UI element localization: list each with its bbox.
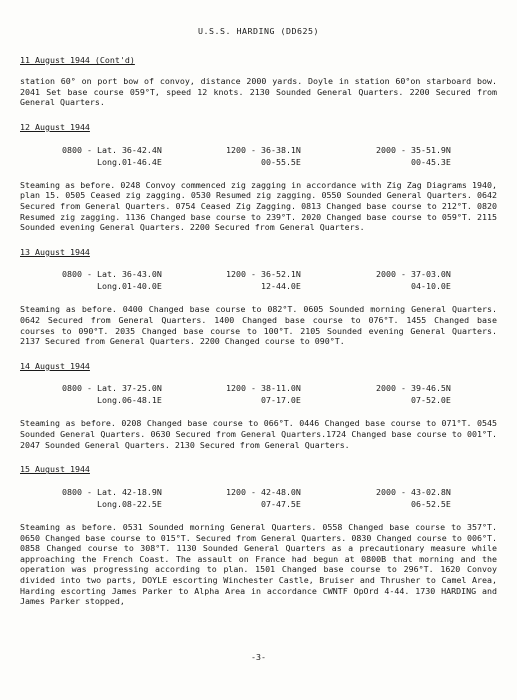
position-table	[20, 382, 497, 406]
position-1200	[226, 144, 376, 168]
entry-text: Steaming as before. 0208 Changed base course to 066°T. 0446 Changed base course to 071°T. 0545 Sounded General Quarters. 0630 Secured from General Quarters.1724 Changed base course to 001°T. 2047 Sounded General Quarters. 2130 Secured from General Quarters.	[20, 418, 497, 450]
entry-date: 11 August 1944 (Cont'd)	[20, 54, 135, 65]
entry-date: 12 August 1944	[20, 122, 90, 133]
position-line: Long.08-22.5E	[62, 498, 162, 509]
position-line: 06-52.5E	[376, 498, 451, 509]
log-entry	[20, 122, 497, 233]
position-2000	[376, 382, 451, 406]
position-table	[20, 486, 497, 510]
entry-text: station 60° on port bow of convoy, distance 2000 yards. Doyle in station 60°on starboard bow. 2041 Set base course 059°T, speed 12 knots. 2130 Sounded General Quarters. 2200 Secured from General Quarters.	[20, 76, 497, 108]
position-line: 07-52.0E	[376, 395, 451, 406]
position-line: Long.06-48.1E	[62, 395, 162, 406]
position-1200	[226, 486, 376, 510]
entry-text: Steaming as before. 0531 Sounded morning General Quarters. 0558 Changed base course to 357°T. 0650 Changed base course to 015°T. Secured from General Quarters. 0830 Changed course to 006°T. 0858 Changed course to 308°T. 1130 Sounded General Quarters as a precautionary measure while approaching the French Coast. The assault on France had begun at 0800B that morning and the operation was progressing according to plan. 1501 Changed base course to 296°T. 1620 Convoy divided into two parts, DOYLE escorting Winchester Castle, Bruiser and Thrusher to Camel Area, Harding escorting James Parker to Alpha Area in accordance CWNTF OpOrd 4-44. 1730 HARDING and James Parker stopped,	[20, 521, 497, 607]
position-line: 1200 - 42-48.0N	[226, 486, 301, 497]
position-1200	[226, 268, 376, 292]
position-table	[20, 144, 497, 168]
position-line: Long.01-46.4E	[62, 156, 162, 167]
log-entry	[20, 361, 497, 450]
page-title: U.S.S. HARDING (DD625)	[198, 26, 319, 36]
position-line: 1200 - 38-11.0N	[226, 383, 301, 394]
entry-date: 13 August 1944	[20, 246, 90, 257]
position-line: 0800 - Lat. 36-42.4N	[62, 144, 162, 155]
position-line: Long.01-40.0E	[62, 281, 162, 292]
position-line: 0800 - Lat. 37-25.0N	[62, 383, 162, 394]
entry-date: 14 August 1944	[20, 360, 90, 371]
position-line: 07-47.5E	[226, 498, 301, 509]
position-line: 2000 - 37-03.0N	[376, 269, 451, 280]
position-2000	[376, 144, 451, 168]
position-2000	[376, 268, 451, 292]
entry-text: Steaming as before. 0400 Changed base course to 082°T. 0605 Sounded morning General Quarters. 0642 Secured from General Quarters. 1400 Changed base course to 076°T. 1455 Changed base courses to 090°T. 2035 Changed base course to 100°T. 2105 Sounded evening General Quarters. 2137 Secured from General Quarters. 2200 Changed course to 090°T.	[20, 304, 497, 347]
position-1200	[226, 382, 376, 406]
log-entry	[20, 464, 497, 607]
position-line: 2000 - 39-46.5N	[376, 383, 451, 394]
position-line: 0800 - Lat. 42-18.9N	[62, 486, 162, 497]
position-line: 1200 - 36-38.1N	[226, 144, 301, 155]
position-2000	[376, 486, 451, 510]
position-line: 12-44.0E	[226, 281, 301, 292]
position-line: 00-45.3E	[376, 156, 451, 167]
position-0800	[62, 382, 222, 406]
entry-text: Steaming as before. 0248 Convoy commenced zig zagging in accordance with Zig Zag Diagrams 1940, plan 15. 0505 Ceased zig zagging. 0530 Resumed zig zagging. 0550 Sounded General Quarters. 0642 Secured from General Quarters. 0754 Ceased Zig Zagging. 0813 Changed base course to 212°T. 0820 Resumed zig zagging. 1136 Changed base course to 239°T. 2020 Changed base course to 059°T. 2115 Sounded evening General Quarters. 2200 Secured from General Quarters.	[20, 179, 497, 233]
position-0800	[62, 268, 222, 292]
position-line: 00-55.5E	[226, 156, 301, 167]
position-0800	[62, 144, 222, 168]
log-entry	[20, 55, 497, 108]
position-table	[20, 268, 497, 292]
position-line: 1200 - 36-52.1N	[226, 269, 301, 280]
position-line: 0800 - Lat. 36-43.0N	[62, 269, 162, 280]
position-line: 07-17.0E	[226, 395, 301, 406]
position-line: 2000 - 43-02.8N	[376, 486, 451, 497]
entry-date: 15 August 1944	[20, 464, 90, 475]
page-number: -3-	[251, 652, 266, 662]
position-line: 04-10.0E	[376, 281, 451, 292]
log-entry	[20, 247, 497, 347]
position-0800	[62, 486, 222, 510]
position-line: 2000 - 35-51.9N	[376, 144, 451, 155]
